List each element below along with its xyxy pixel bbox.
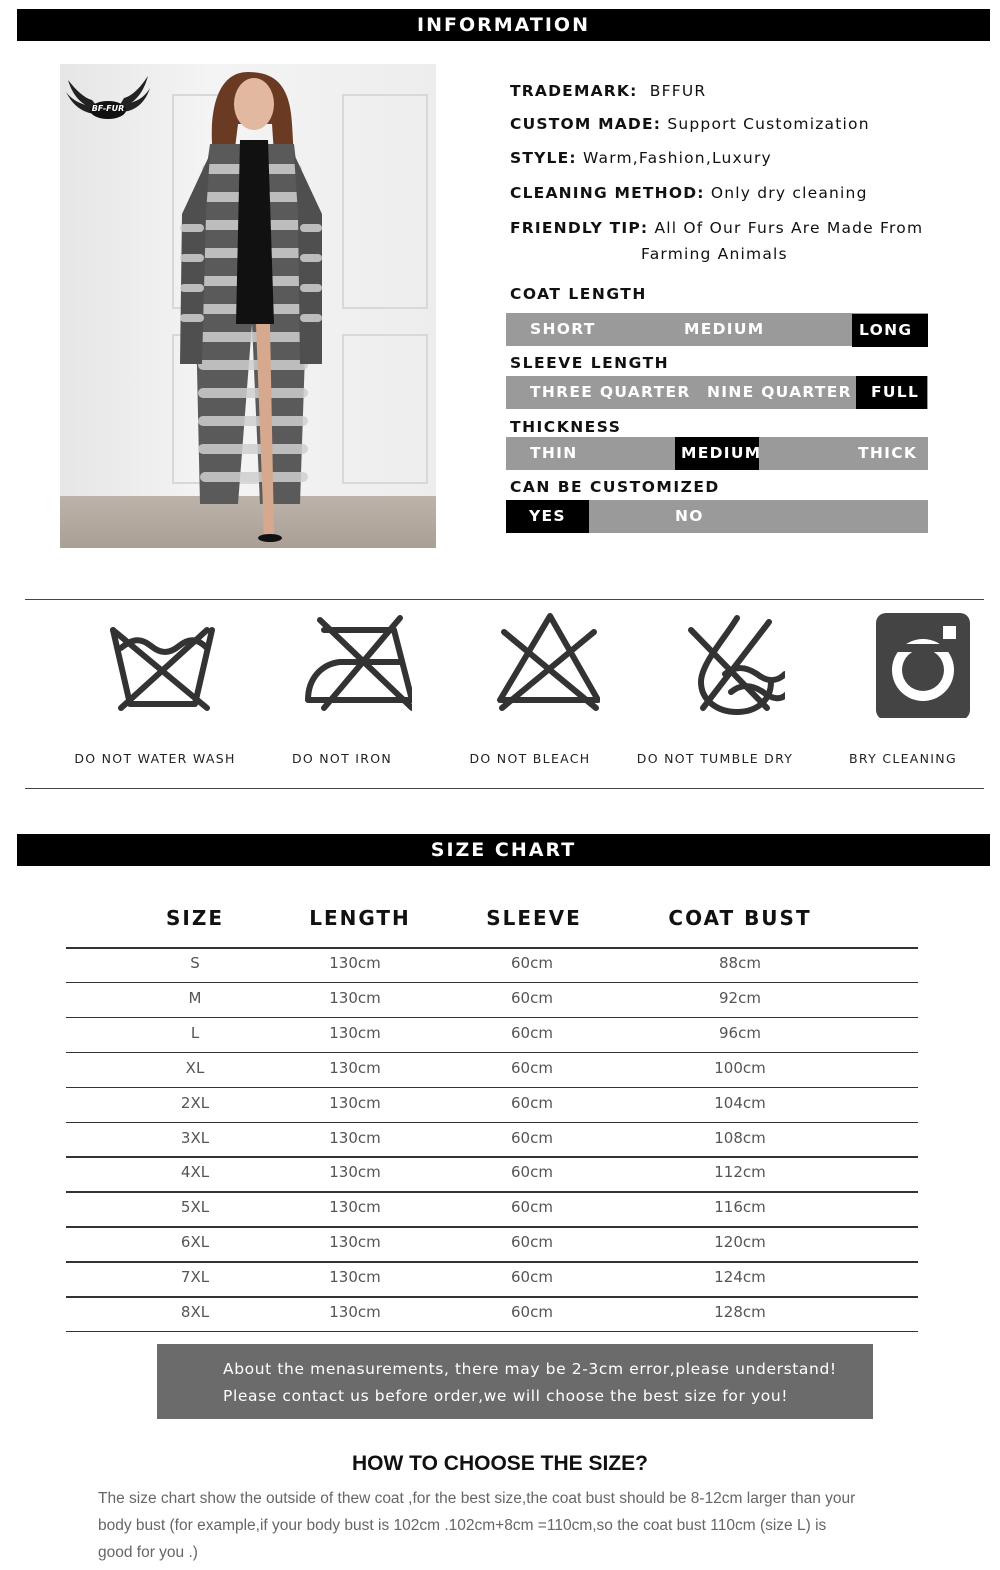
cell-coat-bust: 100cm: [714, 1058, 766, 1077]
how-to-line-2: body bust (for example,if your body bust is 102cm .102cm+8cm =110cm,so the coat bust 110cm (size L) is: [98, 1517, 827, 1534]
table-row: [66, 1226, 918, 1261]
info-cleaning-method: CLEANING METHOD: Only dry cleaning: [510, 184, 868, 202]
cell-coat-bust: 120cm: [714, 1233, 766, 1252]
sleeve-full: FULL: [856, 376, 927, 409]
cell-sleeve: 60cm: [511, 1303, 553, 1321]
cell-coat-bust: 104cm: [714, 1093, 766, 1112]
row-divider: [66, 1331, 918, 1333]
cell-size: 7XL: [180, 1268, 210, 1287]
cell-length: 130cm: [329, 1303, 381, 1321]
cell-coat-bust: 96cm: [719, 1023, 761, 1042]
cell-coat-bust: 116cm: [714, 1198, 766, 1217]
care-item-no-water-wash: [65, 608, 245, 778]
cell-length: 130cm: [329, 1233, 381, 1252]
info-custom-made: CUSTOM MADE: Support Customization: [510, 115, 870, 133]
no-iron-icon: [272, 608, 412, 718]
cell-sleeve: 60cm: [511, 1058, 553, 1077]
cell-length: 130cm: [329, 1268, 381, 1287]
cell-length: 130cm: [329, 1023, 381, 1042]
cell-size: L: [190, 1023, 200, 1042]
cell-size: 8XL: [180, 1303, 210, 1321]
how-to-body: [98, 1485, 908, 1566]
table-row: [66, 1296, 918, 1331]
cell-size: M: [188, 988, 202, 1007]
care-label-no-bleach: DO NOT BLEACH: [469, 751, 591, 766]
note-line-1: About the menasurements, there may be 2-3cm error,please understand!: [223, 1360, 837, 1378]
care-label-dry-cleaning: BRY CLEANING: [849, 751, 957, 766]
customized-label: CAN BE CUSTOMIZED: [510, 478, 720, 496]
cell-coat-bust: 124cm: [714, 1268, 766, 1287]
table-row: [66, 947, 918, 982]
information-banner: INFORMATION: [17, 9, 990, 41]
cell-sleeve: 60cm: [511, 1023, 553, 1042]
cell-length: 130cm: [329, 1163, 381, 1182]
info-style: STYLE: Warm,Fashion,Luxury: [510, 149, 772, 167]
product-photo: [60, 64, 436, 548]
thickness-label: THICKNESS: [510, 418, 622, 436]
cell-size: 6XL: [180, 1233, 210, 1252]
customized-no: NO: [675, 507, 704, 525]
info-friendly-tip: FRIENDLY TIP: All Of Our Furs Are Made From: [510, 219, 924, 237]
size-chart-banner: SIZE CHART: [17, 834, 990, 866]
table-row: [66, 1052, 918, 1087]
cell-length: 130cm: [329, 988, 381, 1007]
cell-coat-bust: 112cm: [714, 1163, 766, 1182]
cell-coat-bust: 128cm: [714, 1303, 766, 1321]
info-trademark: TRADEMARK: BFFUR: [510, 82, 707, 100]
care-label-no-water-wash: DO NOT WATER WASH: [74, 751, 236, 766]
table-row: [66, 1156, 918, 1191]
care-label-no-iron: DO NOT IRON: [291, 751, 393, 766]
brand-logo: [60, 70, 156, 124]
col-header-sleeve: SLEEVE: [486, 906, 582, 930]
care-label-no-tumble-dry: DO NOT TUMBLE DRY: [636, 751, 794, 766]
coat-length-medium: MEDIUM: [684, 320, 765, 338]
how-to-line-3: good for you .): [98, 1544, 198, 1561]
cell-size: 2XL: [180, 1093, 210, 1112]
cell-sleeve: 60cm: [511, 1163, 553, 1182]
no-tumble-dry-icon: [645, 608, 785, 718]
sleeve-nine-quarter: NINE QUARTER: [707, 383, 852, 401]
sleeve-length-bar: [506, 376, 928, 409]
cell-coat-bust: 108cm: [714, 1128, 766, 1147]
note-line-2: Please contact us before order,we will choose the best size for you!: [223, 1387, 789, 1405]
table-row: [66, 982, 918, 1017]
cell-sleeve: 60cm: [511, 1128, 553, 1147]
dry-cleaning-icon: [833, 608, 973, 718]
care-item-dry-cleaning: [813, 608, 993, 778]
table-row: [66, 1087, 918, 1122]
table-row: [66, 1122, 918, 1157]
cell-size: 4XL: [180, 1163, 210, 1182]
cell-length: 130cm: [329, 1128, 381, 1147]
cell-size: 3XL: [180, 1128, 210, 1147]
cell-coat-bust: 92cm: [719, 988, 761, 1007]
col-header-coat-bust: COAT BUST: [668, 906, 812, 930]
sleeve-length-label: SLEEVE LENGTH: [510, 354, 670, 372]
coat-length-short: SHORT: [530, 320, 596, 338]
sleeve-three-quarter: THREE QUARTER: [530, 383, 691, 401]
cell-sleeve: 60cm: [511, 1233, 553, 1252]
no-water-wash-icon: [85, 608, 225, 718]
care-bottom-divider: [25, 788, 984, 789]
cell-coat-bust: 88cm: [719, 954, 761, 972]
customized-yes: YES: [506, 500, 589, 533]
care-top-divider: [25, 599, 984, 600]
coat-length-long: LONG: [852, 314, 928, 347]
care-item-no-tumble-dry: [625, 608, 805, 778]
col-header-size: SIZE: [165, 906, 224, 930]
cell-length: 130cm: [329, 1058, 381, 1077]
col-header-length: LENGTH: [309, 906, 411, 930]
thickness-medium: MEDIUM: [675, 437, 759, 470]
coat-length-bar: [506, 313, 928, 346]
cell-size: XL: [185, 1058, 205, 1077]
how-to-title: HOW TO CHOOSE THE SIZE?: [352, 1452, 648, 1475]
coat-length-label: COAT LENGTH: [510, 285, 647, 303]
cell-sleeve: 60cm: [511, 988, 553, 1007]
cell-sleeve: 60cm: [511, 954, 553, 972]
care-item-no-iron: [252, 608, 432, 778]
thickness-thick: THICK: [858, 444, 918, 462]
cell-length: 130cm: [329, 1093, 381, 1112]
thickness-thin: THIN: [530, 444, 578, 462]
customized-bar: [506, 500, 928, 533]
how-to-line-1: The size chart show the outside of thew coat ,for the best size,the coat bust should be 8-12cm larger than your: [98, 1490, 856, 1507]
cell-length: 130cm: [329, 1198, 381, 1217]
measurement-note: [157, 1344, 873, 1419]
cell-sleeve: 60cm: [511, 1093, 553, 1112]
table-row: [66, 1191, 918, 1226]
fur-coat-model: [60, 64, 436, 548]
logo-text: BF-FUR: [91, 104, 125, 113]
no-bleach-icon: [460, 608, 600, 718]
cell-size: 5XL: [180, 1198, 210, 1217]
care-item-no-bleach: [440, 608, 620, 778]
cell-sleeve: 60cm: [511, 1268, 553, 1287]
cell-size: S: [190, 954, 200, 972]
cell-length: 130cm: [329, 954, 381, 972]
cell-sleeve: 60cm: [511, 1198, 553, 1217]
table-row: [66, 1261, 918, 1296]
table-row: [66, 1017, 918, 1052]
thickness-bar: [506, 437, 928, 470]
info-friendly-tip-cont: Farming Animals: [641, 245, 788, 263]
